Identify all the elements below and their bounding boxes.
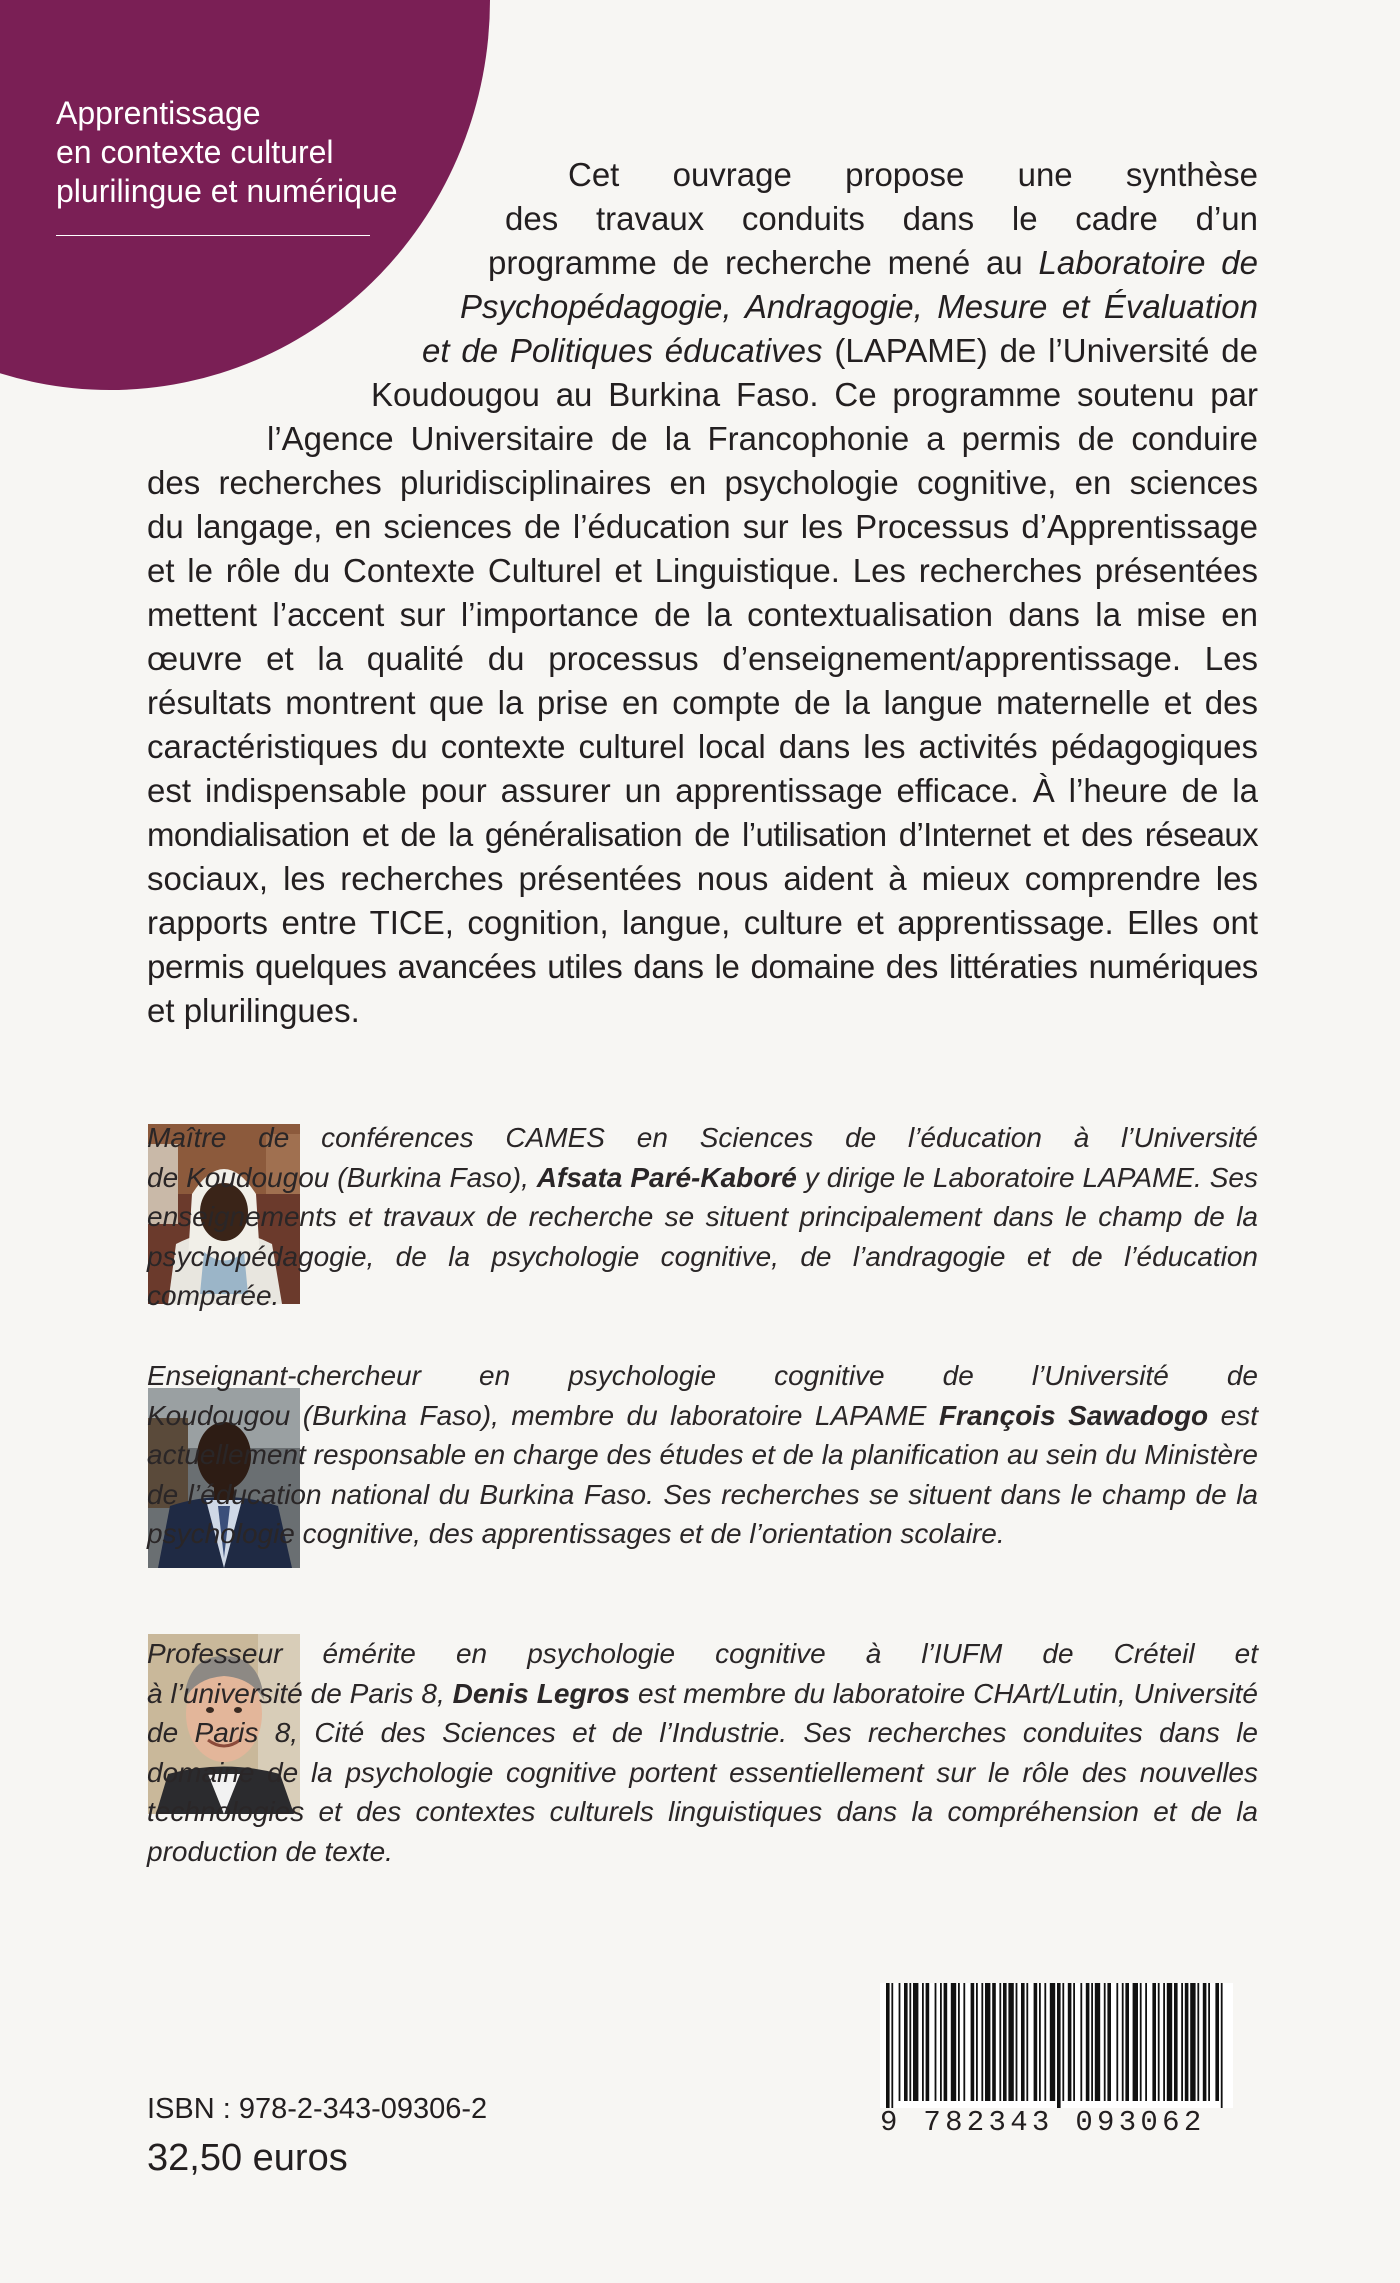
barcode-bar (1107, 1983, 1111, 2101)
barcode-bar (1167, 1983, 1172, 2101)
barcode-bar (891, 1983, 893, 2108)
series-title-line: en contexte culturel (56, 134, 334, 170)
summary-line: caractéristiques du contexte culturel local dans les activités pédagogiques (147, 728, 1258, 765)
barcode-bar (940, 1983, 942, 2101)
author-bio-sawadogo (147, 1356, 1258, 1554)
barcode-bar (1152, 1983, 1156, 2101)
barcode-bar (951, 1983, 956, 2101)
barcode-bar (926, 1983, 930, 2101)
barcode-bar (985, 1983, 990, 2101)
series-title-line: Apprentissage (56, 95, 261, 131)
barcode-bar (1158, 1983, 1160, 2101)
summary-line: et le rôle du Contexte Culturel et Linguistique. Les recherches présentées (147, 552, 1258, 589)
barcode-bar (1095, 1983, 1100, 2101)
barcode-bar (1197, 1983, 1199, 2101)
barcode-bar (1057, 1983, 1061, 2108)
barcode-bar (1116, 1983, 1118, 2101)
isbn: ISBN : 978-2-343-09306-2 (147, 2093, 488, 2125)
barcode-bar (1133, 1983, 1138, 2101)
barcode-bar (1091, 1983, 1093, 2101)
barcode-bar (992, 1983, 996, 2101)
summary-line: du langage, en sciences de l’éducation sur les Processus d’Apprentissage (147, 508, 1258, 545)
barcode-bar (1003, 1983, 1007, 2101)
barcode-bar (963, 1983, 965, 2101)
barcode-bar (935, 1983, 937, 2101)
summary-line: mondialisation et de la généralisation de l’utilisation d’Internet et des réseaux (147, 816, 1258, 853)
author-name: Afsata Paré-Kaboré (536, 1161, 797, 1193)
summary-line: rapports entre TICE, cognition, langue, culture et apprentissage. Elles ont (147, 904, 1258, 941)
summary-line: et plurilingues. (147, 992, 360, 1029)
barcode-bar (1086, 1983, 1090, 2101)
bio-rest: de Koudougou (Burkina Faso), Afsata Paré-Kaboré y dirige le Laboratoire LAPAME. Ses enseignements et travaux de recherche se situent principalement dans le champ de la psychopédagogie, de la psychologie cognitive, de l’andragogie et de l’éducation comparée. (147, 1161, 1258, 1312)
barcode-bars (880, 1983, 1233, 2108)
author-bio-pare-kabore (147, 1118, 1258, 1316)
barcode-bar (913, 1983, 918, 2101)
summary-line: permis quelques avancées utiles dans le domaine des littératies numériques (147, 948, 1258, 985)
author-bio-legros (147, 1634, 1258, 1872)
barcode-bar (1034, 1983, 1038, 2101)
series-title-line: plurilingue et numérique (56, 173, 398, 209)
barcode (880, 1983, 1233, 2108)
summary-line: des recherches pluridisciplinaires en psychologie cognitive, en sciences (147, 464, 1258, 501)
summary-line: mettent l’accent sur l’importance de la contextualisation dans la mise en (147, 596, 1258, 633)
barcode-bar (1125, 1983, 1129, 2101)
summary-line: est indispensable pour assurer un apprentissage efficace. À l’heure de la (147, 772, 1258, 809)
barcode-bar (1145, 1983, 1147, 2101)
summary-line: et de Politiques éducatives (LAPAME) de l’Université de (422, 332, 1258, 369)
barcode-bar (1221, 1983, 1223, 2108)
barcode-bar (886, 1983, 890, 2108)
barcode-bar (981, 1983, 983, 2101)
summary-line: Cet ouvrage propose une synthèse (568, 156, 1258, 193)
summary-line: Psychopédagogie, Andragogie, Mesure et Évaluation (460, 288, 1258, 325)
barcode-bar (1190, 1983, 1195, 2101)
summary-line: résultats montrent que la prise en compte de la langue maternelle et des (147, 684, 1258, 721)
barcode-bar (904, 1983, 908, 2101)
summary-line: l’Agence Universitaire de la Francophonie a permis de conduire (267, 420, 1258, 457)
barcode-bar (1122, 1983, 1124, 2101)
barcode-bar (1174, 1983, 1178, 2101)
barcode-bar (1016, 1983, 1018, 2101)
summary-line: œuvre et la qualité du processus d’enseignement/apprentissage. Les (147, 640, 1258, 677)
bio-first-line: Professeur émérite en psychologie cognitive à l’IUFM de Créteil et (147, 1638, 1258, 1669)
barcode-bar (1062, 1983, 1064, 2101)
bio-first-line: Enseignant-chercheur en psychologie cognitive de l’Université de (147, 1360, 1258, 1391)
barcode-bar (958, 1983, 960, 2101)
barcode-bar (1203, 1983, 1207, 2101)
author-name: François Sawadogo (938, 1399, 1209, 1431)
barcode-bar (922, 1983, 924, 2101)
barcode-bar (944, 1983, 948, 2101)
barcode-digits: 9 782343 093062 (880, 2106, 1206, 2139)
bio-rest: Koudougou (Burkina Faso), membre du laboratoire LAPAME François Sawadogo est actuellement responsable en charge des études et de la planification au sein du Ministère de l’éducation national du Burkina Faso. Ses recherches se situent dans le champ de la psychologie cognitive, des apprentissages et de l’orientation scolaire. (147, 1399, 1259, 1550)
barcode-bar (1163, 1983, 1165, 2101)
barcode-bar (1073, 1983, 1075, 2101)
barcode-bar (1044, 1983, 1046, 2101)
barcode-bar (1208, 1983, 1210, 2101)
series-title-rule (56, 235, 370, 236)
price: 32,50 euros (147, 2137, 348, 2179)
barcode-bar (909, 1983, 911, 2101)
barcode-bar (999, 1983, 1001, 2101)
barcode-bar (971, 1983, 975, 2101)
summary-line: programme de recherche mené au Laboratoire de (488, 244, 1258, 281)
author-name: Denis Legros (452, 1677, 631, 1709)
barcode-bar (1215, 1983, 1219, 2101)
summary-line: Koudougou au Burkina Faso. Ce programme soutenu par (371, 376, 1258, 413)
bio-rest: à l’université de Paris 8, Denis Legros est membre du laboratoire CHArt/Lutin, Université de Paris 8, Cité des Sciences et de l’Industrie. Ses recherches conduites dans le domaine de la psychologie cognitive portent essentiellement sur le rôle des nouvelles technologies et des contextes culturels linguistiques dans la compréhension et de la production de texte. (147, 1677, 1258, 1867)
barcode-bar (1021, 1983, 1025, 2101)
barcode-bar (1185, 1983, 1189, 2101)
barcode-bar (1140, 1983, 1142, 2101)
barcode-bar (1181, 1983, 1183, 2101)
barcode-bar (1008, 1983, 1013, 2101)
barcode-bar (899, 1983, 901, 2101)
barcode-bar (1068, 1983, 1072, 2101)
series-title (56, 94, 456, 211)
barcode-bar (1039, 1983, 1041, 2101)
summary-line: sociaux, les recherches présentées nous aident à mieux comprendre les (147, 860, 1258, 897)
summary-line: des travaux conduits dans le cadre d’un (505, 200, 1258, 237)
barcode-bar (1026, 1983, 1028, 2101)
barcode-bar (976, 1983, 978, 2101)
bio-first-line: Maître de conférences CAMES en Sciences de l’éducation à l’Université (147, 1122, 1258, 1153)
barcode-bar (1050, 1983, 1055, 2101)
barcode-bar (1104, 1983, 1106, 2101)
barcode-bar (1080, 1983, 1082, 2101)
